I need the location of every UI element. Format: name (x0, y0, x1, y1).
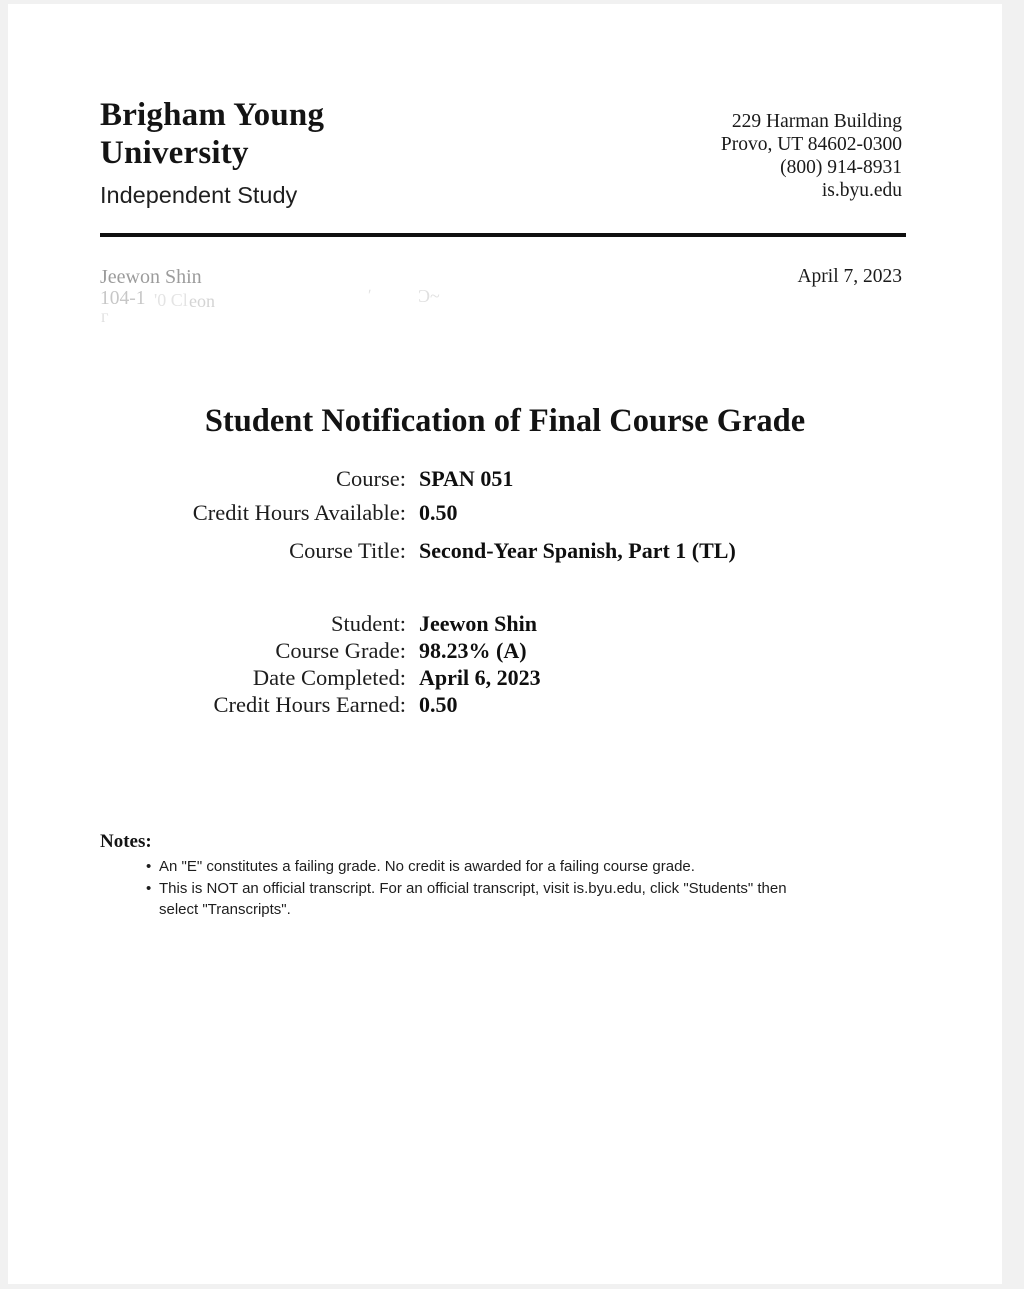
field-label: Course: (336, 466, 406, 491)
recipient-address-faded-fragment: 104-1 (100, 288, 146, 309)
field-value: 98.23% (A) (419, 638, 527, 663)
contact-address-block (721, 110, 902, 202)
address-line-phone: (800) 914-8931 (780, 157, 902, 178)
field-value: Jeewon Shin (419, 611, 537, 636)
university-name-line1: Brigham Young (100, 97, 325, 133)
letter-meta-row (100, 265, 902, 289)
note-text: An "E" constitutes a failing grade. No credit is awarded for a failing course grade. (159, 858, 695, 875)
recipient-address-faded-fragment: '0 Cl (154, 290, 188, 310)
field-row-credit-hours-earned (100, 691, 541, 718)
address-line-website: is.byu.edu (821, 180, 902, 201)
letter-date: April 7, 2023 (797, 266, 902, 287)
student-result-group (100, 610, 541, 718)
course-info-group (100, 464, 736, 566)
bullet-marker: • (146, 879, 152, 897)
field-row-credit-hours-available (100, 498, 736, 528)
recipient-address-faded-fragment: Ɔ~ (418, 286, 440, 306)
field-value: SPAN 051 (419, 466, 514, 491)
notes-section (100, 830, 840, 921)
note-text: This is NOT an official transcript. For an official transcript, visit is.byu.edu, click "Students" then select "Transcripts". (159, 879, 787, 918)
note-item (146, 856, 826, 878)
field-label: Credit Hours Earned: (213, 692, 406, 717)
university-name (100, 96, 324, 172)
header-divider-rule (100, 233, 906, 237)
address-line-building: 229 Harman Building (731, 111, 902, 132)
field-row-course (100, 464, 736, 494)
recipient-address-faded-fragment: ʹ (368, 287, 372, 304)
letterhead-brand (100, 96, 324, 209)
field-value: Second-Year Spanish, Part 1 (TL) (419, 538, 736, 563)
field-row-student (100, 610, 541, 637)
field-row-course-title (100, 536, 736, 566)
field-row-course-grade (100, 637, 541, 664)
field-label: Student: (330, 611, 406, 636)
notes-list (146, 856, 826, 921)
field-label: Date Completed: (252, 665, 406, 690)
document-title: Student Notification of Final Course Grade (204, 403, 806, 439)
department-name: Independent Study (100, 182, 298, 208)
recipient-address-faded-fragment: eon (189, 291, 215, 311)
note-item (146, 878, 826, 921)
address-line-city: Provo, UT 84602-0300 (720, 134, 902, 155)
field-label: Course Grade: (275, 638, 406, 663)
field-label: Course Title: (289, 538, 406, 563)
bullet-marker: • (146, 858, 152, 875)
recipient-name: Jeewon Shin (100, 266, 202, 288)
document-page (8, 4, 1002, 1284)
recipient-address-faded-fragment: Γ (101, 310, 109, 325)
field-value: April 6, 2023 (419, 665, 541, 690)
university-name-line2: University (100, 135, 249, 171)
field-label: Credit Hours Available: (192, 500, 406, 525)
field-value: 0.50 (419, 500, 458, 525)
notes-heading: Notes: (100, 831, 152, 852)
field-value: 0.50 (419, 692, 458, 717)
field-row-date-completed (100, 664, 541, 691)
